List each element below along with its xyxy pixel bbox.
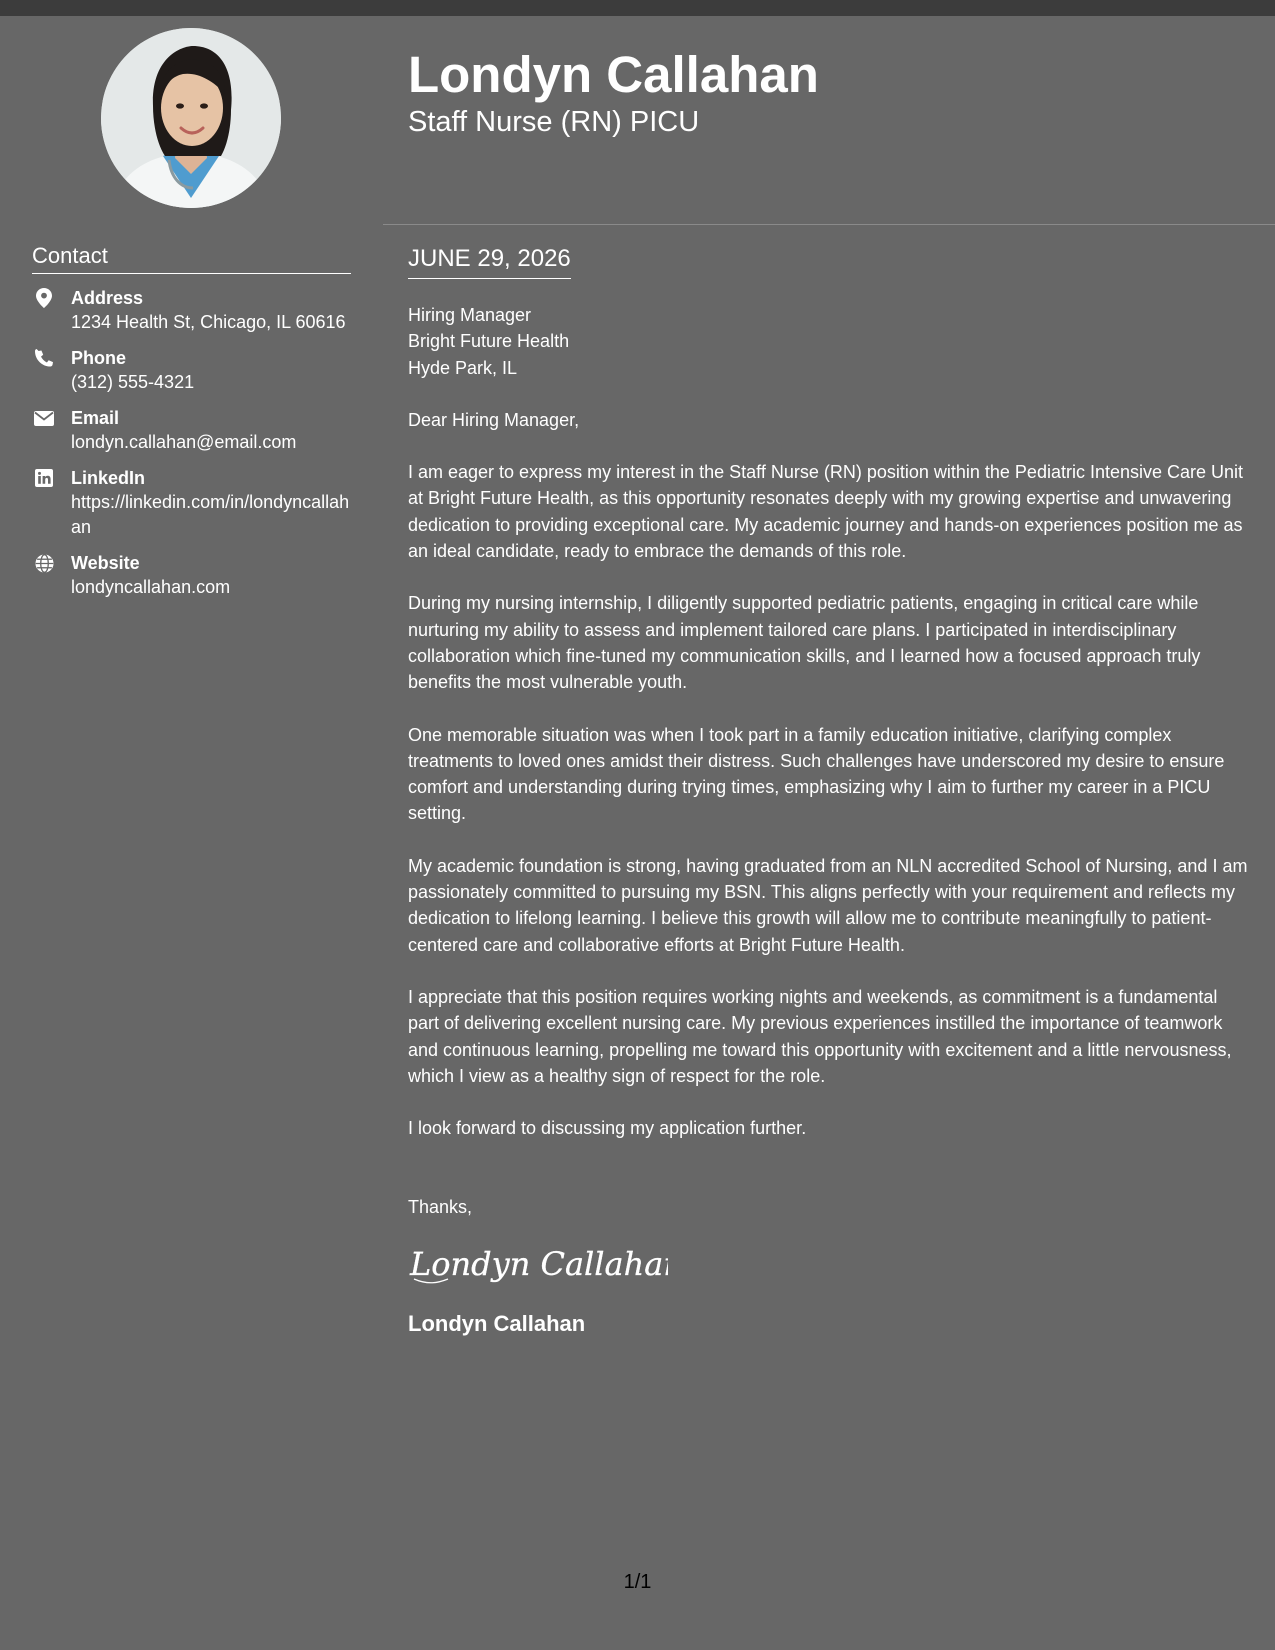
envelope-icon: [34, 408, 54, 428]
page-number: 1/1: [623, 1571, 652, 1593]
recipient-line: Hiring Manager: [408, 305, 532, 325]
recipient-line: Hyde Park, IL: [408, 357, 518, 378]
contact-item-phone: [32, 346, 352, 395]
contact-item-website: [32, 551, 352, 600]
svg-text:Londyn Callahan: Londyn Callahan: [410, 1244, 668, 1283]
signer-name: Londyn Callahan: [408, 1310, 586, 1336]
contact-heading: Contact: [32, 242, 351, 274]
salutation: Dear Hiring Manager,: [408, 409, 580, 430]
paragraph: One memorable situation was when I took part in a family education initiative, clarifying complex treatments to loved ones amidst their distress. Such challenges have underscored my desire to ensure comfort and understanding during trying times, emphasizing why I aim to further my career in a PICU setting.: [408, 724, 1225, 824]
recipient-line: Bright Future Health: [408, 331, 570, 352]
handwritten-signature: [408, 1239, 1253, 1289]
letter-body: [408, 302, 1253, 1339]
email-label: Email: [71, 408, 120, 428]
recipient-block: [408, 302, 1253, 381]
paragraph: I look forward to discussing my application further.: [408, 1118, 807, 1139]
closing: Thanks,: [408, 1197, 473, 1218]
linkedin-value[interactable]: https://linkedin.com/in/londyncallahan: [71, 492, 350, 537]
website-value[interactable]: londyncallahan.com: [71, 577, 231, 597]
phone-value: (312) 555-4321: [71, 372, 195, 392]
contact-item-address: [32, 286, 352, 335]
contact-list: [32, 286, 352, 611]
applicant-name: Londyn Callahan: [408, 46, 819, 103]
letter-date: JUNE 29, 2026: [408, 244, 571, 279]
profile-photo: [101, 28, 281, 208]
address-value: 1234 Health St, Chicago, IL 60616: [71, 312, 346, 332]
linkedin-label: LinkedIn: [71, 468, 146, 488]
contact-item-linkedin: [32, 466, 352, 540]
header-divider: [383, 224, 1275, 225]
paragraph: My academic foundation is strong, having graduated from an NLN accredited School of Nursing, and I am passionately committed to pursuing my BSN. This aligns perfectly with your requirement and reflects my dedication to lifelong learning. I believe this growth will allow me to contribute meaningfully to patient-centered care and collaborative efforts at Bright Future Health.: [408, 855, 1248, 955]
applicant-role: Staff Nurse (RN) PICU: [408, 106, 700, 138]
globe-icon: [34, 553, 54, 573]
paragraph: During my nursing internship, I diligently supported pediatric patients, engaging in critical care while nurturing my ability to assess and implement tailored care plans. I participated in interdisciplinary collaboration which fine-tuned my communication skills, and I learned how a focused approach truly benefits the most vulnerable youth.: [408, 593, 1201, 693]
linkedin-icon: [34, 468, 54, 488]
email-value: londyn.callahan@email.com: [71, 432, 297, 452]
paragraph: I appreciate that this position requires working nights and weekends, as commitment is a fundamental part of delivering excellent nursing care. My previous experiences instilled the importance of teamwork and continuous learning, propelling me toward this opportunity with excitement and a little nervousness, which I view as a healthy sign of respect for the role.: [408, 986, 1232, 1086]
top-bar: [0, 0, 1275, 16]
map-pin-icon: [34, 288, 54, 308]
website-label: Website: [71, 553, 140, 573]
phone-icon: [34, 348, 54, 368]
phone-label: Phone: [71, 348, 127, 368]
address-label: Address: [71, 288, 144, 308]
paragraph: I am eager to express my interest in the Staff Nurse (RN) position within the Pediatric Intensive Care Unit at Bright Future Health, as this opportunity resonates deeply with my growing expertise and unwavering dedication to providing exceptional care. My academic journey and hands-on experiences position me as an ideal candidate, ready to embrace the demands of this role.: [408, 462, 1244, 562]
contact-item-email: [32, 406, 352, 455]
